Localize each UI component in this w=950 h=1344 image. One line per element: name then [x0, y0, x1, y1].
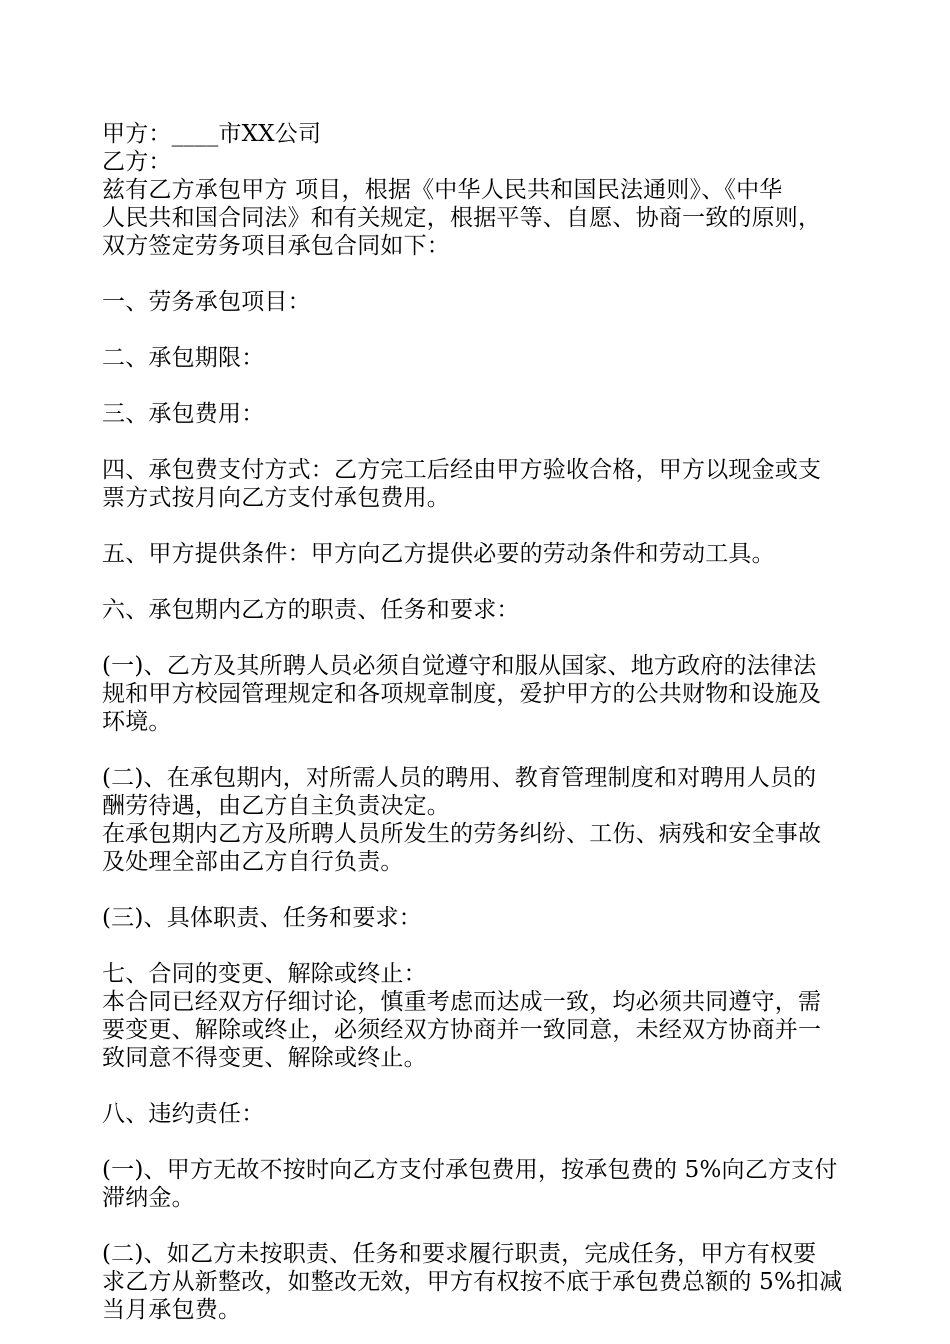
clause-5-line: 五、甲方提供条件：甲方向乙方提供必要的劳动条件和劳动工具。	[102, 541, 775, 567]
clause-8-heading: 八、违约责任：	[102, 1101, 265, 1127]
clause-7-line: 致同意不得变更、解除或终止。	[102, 1045, 427, 1071]
clause-4-line: 四、承包费支付方式：乙方完工后经由甲方验收合格，甲方以现金或支	[102, 457, 822, 483]
clause-8-1-line: (一)、甲方无故不按时向乙方支付承包费用，按承包费的 5%向乙方支付	[102, 1157, 838, 1183]
clause-6-heading: 六、承包期内乙方的职责、任务和要求：	[102, 597, 520, 623]
clause-6-2-line: 在承包期内乙方及所聘人员所发生的劳务纠纷、工伤、病残和安全事故	[102, 821, 822, 847]
clause-8-1-line: 滞纳金。	[102, 1185, 195, 1211]
clause-6-1-line: 规和甲方校园管理规定和各项规章制度，爱护甲方的公共财物和设施及	[102, 681, 822, 707]
clause-8-2-line: (二)、如乙方未按职责、任务和要求履行职责，完成任务，甲方有权要	[102, 1241, 817, 1267]
party-b-line: 乙方：	[102, 149, 172, 175]
contract-document	[102, 120, 862, 1324]
clause-7-heading: 七、合同的变更、解除或终止：	[102, 961, 427, 987]
intro-line: 人民共和国合同法》和有关规定，根据平等、自愿、协商一致的原则，	[102, 205, 822, 231]
clause-7-line: 要变更、解除或终止，必须经双方协商并一致同意，未经双方协商并一	[102, 1017, 822, 1043]
clause-4-line: 票方式按月向乙方支付承包费用。	[102, 485, 450, 511]
clause-8-2-line: 当月承包费。	[102, 1297, 242, 1323]
intro-line: 双方签定劳务项目承包合同如下：	[102, 233, 450, 259]
party-a-line: 甲方：____市XX公司	[102, 121, 322, 147]
intro-line: 兹有乙方承包甲方 项目，根据《中华人民共和国民法通则》、《中华	[102, 177, 783, 203]
clause-7-line: 本合同已经双方仔细讨论，慎重考虑而达成一致，均必须共同遵守，需	[102, 989, 822, 1015]
clause-2-heading: 二、承包期限：	[102, 345, 265, 371]
clause-6-2-line: (二)、在承包期内，对所需人员的聘用、教育管理制度和对聘用人员的	[102, 765, 817, 791]
clause-3-heading: 三、承包费用：	[102, 401, 265, 427]
clause-6-3-line: (三)、具体职责、任务和要求：	[102, 905, 422, 931]
clause-6-2-line: 酬劳待遇，由乙方自主负责决定。	[102, 793, 450, 819]
clause-8-2-line: 求乙方从新整改，如整改无效，甲方有权按不底于承包费总额的 5%扣减	[102, 1269, 843, 1295]
clause-6-1-line: (一)、乙方及其所聘人员必须自觉遵守和服从国家、地方政府的法律法	[102, 653, 817, 679]
clause-6-2-line: 及处理全部由乙方自行负责。	[102, 849, 404, 875]
clause-1-heading: 一、劳务承包项目：	[102, 289, 311, 315]
clause-6-1-line: 环境。	[102, 709, 172, 735]
